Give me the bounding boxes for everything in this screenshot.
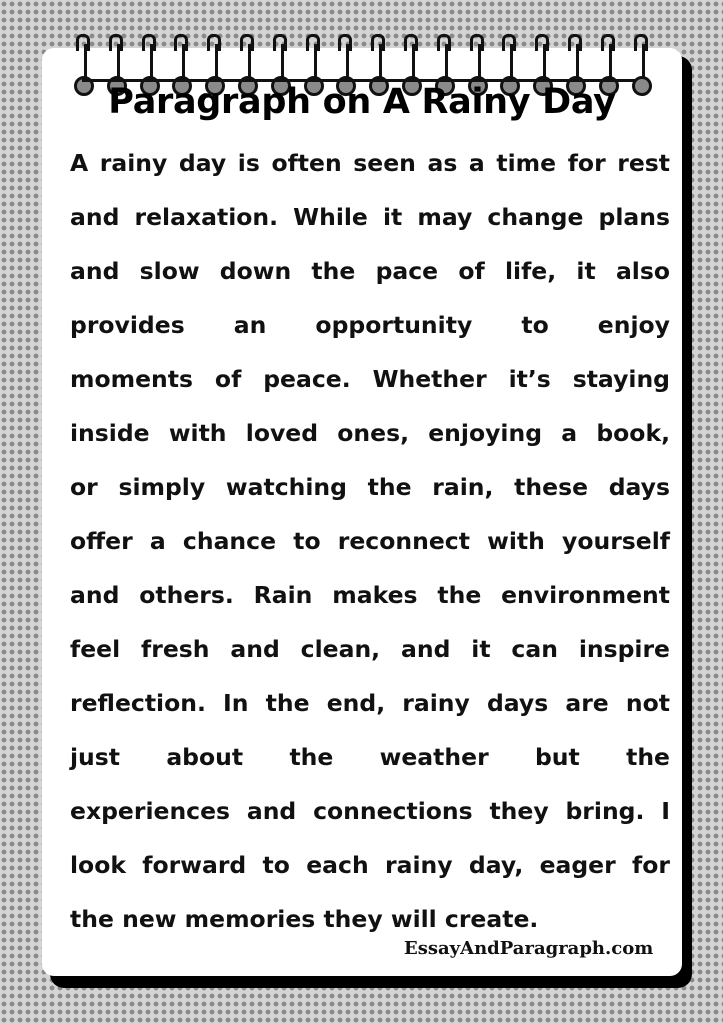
paragraph-line: moments of peace. Whether it’s staying — [70, 365, 670, 393]
site-watermark: EssayAndParagraph.com — [404, 938, 654, 959]
paragraph-body — [70, 136, 670, 946]
paragraph-line: experiences and connections they bring. I — [70, 797, 670, 825]
paragraph-line: or simply watching the rain, these days — [70, 473, 670, 501]
paragraph-line: provides an opportunity to enjoy — [70, 311, 670, 339]
paragraph-line: feel fresh and clean, and it can inspire — [70, 635, 670, 663]
paragraph-line: inside with loved ones, enjoying a book, — [70, 419, 670, 447]
paragraph-line: reflection. In the end, rainy days are not — [70, 689, 670, 717]
paragraph-line: offer a chance to reconnect with yourself — [70, 527, 670, 555]
paragraph-line: and relaxation. While it may change plans — [70, 203, 670, 231]
paragraph-line: and others. Rain makes the environment — [70, 581, 670, 609]
paragraph-line: the new memories they will create. — [70, 905, 539, 933]
paragraph-line: and slow down the pace of life, it also — [70, 257, 670, 285]
page-title: Paragraph on A Rainy Day — [108, 82, 616, 122]
paragraph-line: look forward to each rainy day, eager for — [70, 851, 670, 879]
paragraph-line: A rainy day is often seen as a time for rest — [70, 149, 670, 177]
paragraph-line: just about the weather but the — [70, 743, 670, 771]
